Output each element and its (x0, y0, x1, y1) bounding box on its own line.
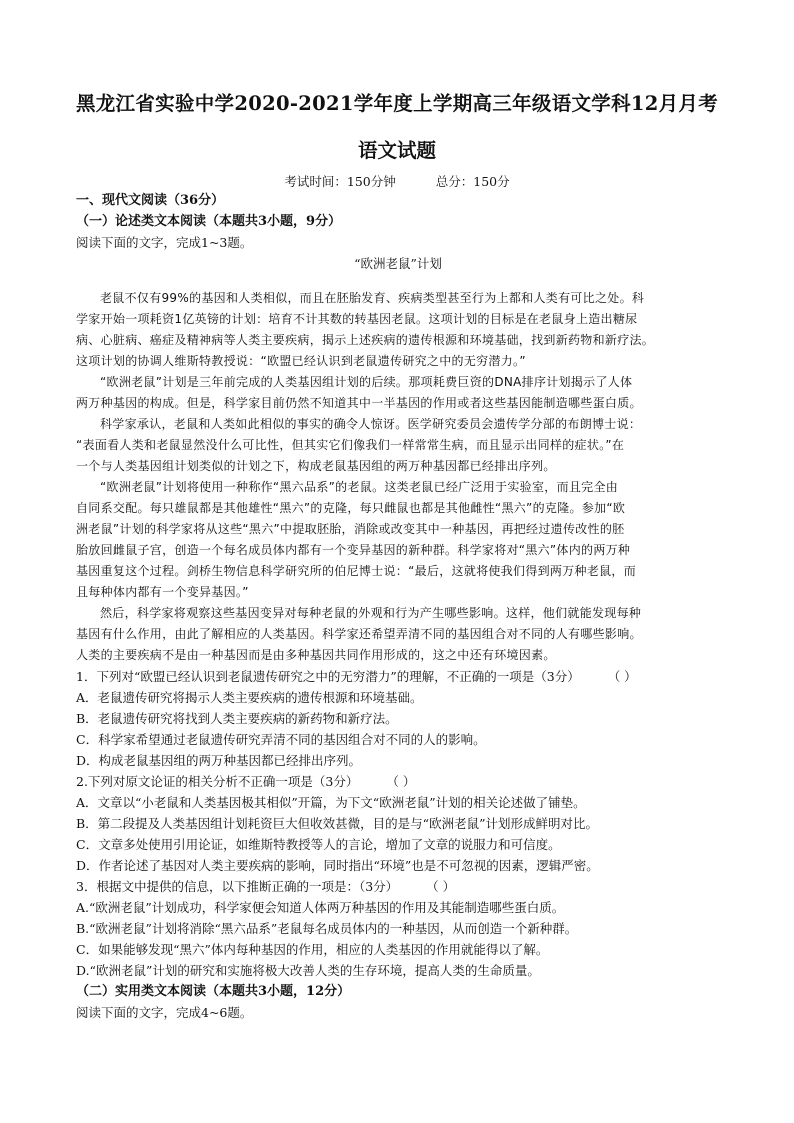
question-stem: 3．根据文中提供的信息，以下推断正确的一项是：（3分） (76, 879, 399, 894)
option: A．文章以“小老鼠和人类基因极其相似”开篇，为下文“欧洲老鼠”计划的相关论述做了铺垫。 (76, 795, 586, 810)
exam-subtitle: 语文试题 (357, 139, 436, 162)
option: C．科学家希望通过老鼠遗传研究弄清不同的基因组合对不同的人的影响。 (76, 732, 486, 747)
question-3 (76, 876, 720, 981)
paragraph-line: 然后，科学家将观察这些基因变异对每种老鼠的外观和行为产生哪些影响。这样，他们就能发现每种 (100, 606, 642, 620)
part1-heading: （一）论述类文本阅读（本题共3小题，9分） (76, 214, 342, 229)
paragraph-line: 且每种体内都有一个变异基因。” (76, 585, 249, 599)
paragraph-4 (76, 477, 720, 603)
option: D.“欧洲老鼠”计划的研究和实施将极大改善人类的生存环境，提高人类的生命质量。 (76, 963, 540, 978)
paragraph-line: 学家开始一项耗资1亿英镑的计划：培育不计其数的转基因老鼠。这项计划的目标是在老鼠身上造出糖尿 (76, 312, 638, 326)
paragraph-line: 这项计划的协调人维斯特教授说：“欧盟已经认识到老鼠遗传研究之中的无穷潜力。” (76, 354, 526, 368)
paragraph-1 (76, 288, 720, 372)
paragraph-2 (76, 372, 720, 414)
question-stem: 2.下列对原文论证的相关分析不正确一项是（3分） (76, 774, 359, 789)
exam-time: 考试时间：150分钟 (284, 174, 396, 189)
part2-instruction: 阅读下面的文字，完成4~6题。 (76, 1005, 253, 1020)
option: C．如果能够发现“黑六”体内每种基因的作用，相应的人类基因的作用就能得以了解。 (76, 942, 549, 957)
exam-title: 黑龙江省实验中学2020-2021学年度上学期高三年级语文学科12月月考 (75, 92, 719, 115)
option: A．老鼠遗传研究将揭示人类主要疾病的遗传根源和环境基础。 (76, 690, 423, 705)
paragraph-line: 人类的主要疾病不是由一种基因而是由多种基因共同作用形成的，这之中还有环境因素。 (76, 648, 556, 662)
paragraph-line: 老鼠不仅有99%的基因和人类相似，而且在胚胎发育、疾病类型甚至行为上都和人类有可比之处。科 (100, 291, 645, 305)
part1-instruction: 阅读下面的文字，完成1~3题。 (76, 235, 253, 250)
question-stem: 1．下列对“欧盟已经认识到老鼠遗传研究之中的无穷潜力”的理解，不正确的一项是（3分） (76, 669, 580, 684)
exam-info (0, 172, 794, 190)
section-heading: 一、现代文阅读（36分） (76, 193, 225, 208)
passage-body (76, 288, 720, 666)
passage-title: “欧洲老鼠”计划 (354, 256, 442, 271)
paragraph-line: 两万种基因的构成。但是，科学家目前仍然不知道其中一半基因的作用或者这些基因能制造哪些蛋白质。 (76, 396, 642, 410)
paragraph-3 (76, 414, 720, 477)
option: B．老鼠遗传研究将找到人类主要疾病的新药物和新疗法。 (76, 711, 398, 726)
paragraph-line: “表面看人类和老鼠显然没什么可比性，但其实它们像我们一样常常生病，而且显示出同样的症状。”在 (76, 438, 625, 452)
paragraph-line: 洲老鼠”计划的科学家将从这些“黑六”中提取胚胎，消除或改变其中一种基因，再把经过遗传改性的胚 (76, 522, 625, 536)
option: B．第二段提及人类基因组计划耗资巨大但收效甚微，目的是与“欧洲老鼠”计划形成鲜明对比。 (76, 816, 598, 831)
answer-blank[interactable]: （ ） (426, 879, 456, 894)
paragraph-line: 自同系交配。每只雄鼠都是其他雄性“黑六”的克隆，每只雌鼠也都是其他雌性“黑六”的克隆。参加“欧 (76, 501, 626, 515)
answer-blank[interactable]: （ ） (607, 669, 637, 684)
paragraph-line: 基因有什么作用，由此了解相应的人类基因。科学家还希望弄清不同的基因组合对不同的人有哪些影响。 (76, 627, 642, 641)
option: B.“欧洲老鼠”计划将消除“黑六品系”老鼠每名成员体内的一种基因，从而创造一个新种群。 (76, 921, 578, 936)
paragraph-line: 基因重复这个过程。剑桥生物信息科学研究所的伯尼博士说：“最后，这就将使我们得到两万种老鼠，而 (76, 564, 637, 578)
answer-blank[interactable]: （ ） (386, 774, 416, 789)
paragraph-line: “欧洲老鼠”计划是三年前完成的人类基因组计划的后续。那项耗费巨资的DNA排序计划揭示了人体 (100, 375, 633, 389)
exam-score: 总分：150分 (435, 174, 510, 189)
paragraph-5 (76, 603, 720, 666)
paragraph-line: 一个与人类基因组计划类似的计划之下，构成老鼠基因组的两万种基因都已经排出序列。 (76, 459, 556, 473)
option: D．构成老鼠基因组的两万种基因都已经排出序列。 (76, 753, 362, 768)
question-1 (76, 666, 720, 771)
paragraph-line: 胎放回雌鼠子宫，创造一个每名成员体内都有一个变异基因的新种群。科学家将对“黑六”体内的两万种 (76, 543, 631, 557)
paragraph-line: 科学家承认，老鼠和人类如此相似的事实的确令人惊讶。医学研究委员会遗传学分部的布朗博士说： (100, 417, 642, 431)
exam-content (76, 190, 720, 1023)
question-2 (76, 771, 720, 876)
option: A.“欧洲老鼠”计划成功，科学家便会知道人体两万种基因的作用及其能制造哪些蛋白质。 (76, 900, 565, 915)
option: D．作者论述了基因对人类主要疾病的影响，同时指出“环境”也是不可忽视的因素，逻辑严密。 (76, 858, 599, 873)
paragraph-line: 病、心脏病、癌症及精神病等人类主要疾病，揭示上述疾病的遗传根源和环境基础，找到新药物和新疗法。 (76, 333, 655, 347)
option: C．文章多处使用引用论证，如维斯特教授等人的言论，增加了文章的说服力和可信度。 (76, 837, 561, 852)
paragraph-line: “欧洲老鼠”计划将使用一种称作“黑六品系”的老鼠。这类老鼠已经广泛用于实验室，而且完全由 (100, 480, 619, 494)
part2-heading: （二）实用类文本阅读（本题共3小题，12分） (76, 984, 351, 999)
